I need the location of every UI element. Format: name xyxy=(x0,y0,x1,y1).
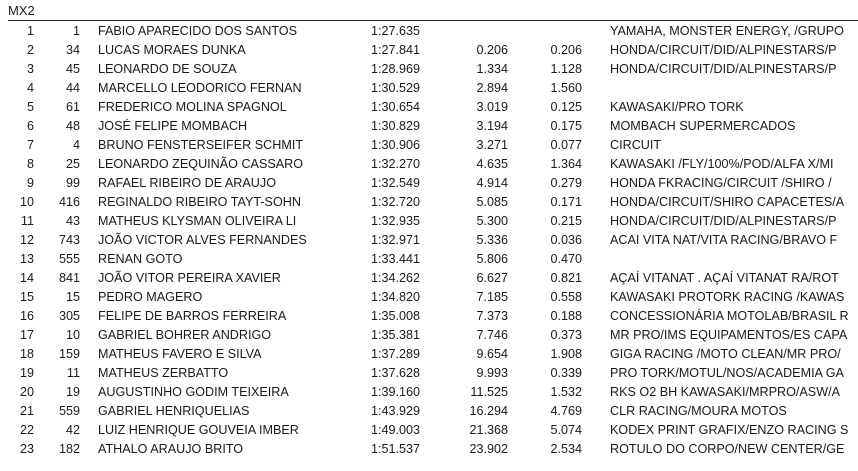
gap-cell: 5.336 xyxy=(476,233,508,247)
gap-cell: 4.635 xyxy=(476,157,508,171)
gap-cell: 6.627 xyxy=(476,271,508,285)
position-cell: 6 xyxy=(26,119,34,133)
table-row xyxy=(0,41,858,60)
position-cell: 22 xyxy=(19,423,34,437)
position-cell: 13 xyxy=(19,252,34,266)
gap-cell: 21.368 xyxy=(469,423,508,437)
gap-cell: 3.019 xyxy=(476,100,508,114)
rider-name-cell: FABIO APARECIDO DOS SANTOS xyxy=(98,24,297,38)
table-row xyxy=(0,288,858,307)
table-row xyxy=(0,155,858,174)
table-row xyxy=(0,117,858,136)
gap-cell: 5.300 xyxy=(476,214,508,228)
position-cell: 20 xyxy=(19,385,34,399)
number-cell: 34 xyxy=(65,43,80,57)
number-cell: 99 xyxy=(65,176,80,190)
position-cell: 16 xyxy=(19,309,34,323)
lap-time-cell: 1:35.381 xyxy=(371,328,421,342)
diff-cell: 0.339 xyxy=(550,366,582,380)
team-cell: HONDA/CIRCUIT/SHIRO CAPACETES/A xyxy=(610,195,845,209)
gap-cell: 16.294 xyxy=(469,404,508,418)
number-cell: 182 xyxy=(58,442,80,456)
rider-name-cell: RENAN GOTO xyxy=(98,252,183,266)
gap-cell: 23.902 xyxy=(469,442,508,456)
team-cell: HONDA/CIRCUIT/DID/ALPINESTARS/P xyxy=(610,43,837,57)
team-cell: HONDA/CIRCUIT/DID/ALPINESTARS/P xyxy=(610,214,837,228)
rider-name-cell: FELIPE DE BARROS FERREIRA xyxy=(98,309,287,323)
team-cell: KODEX PRINT GRAFIX/ENZO RACING S xyxy=(610,423,849,437)
lap-time-cell: 1:32.720 xyxy=(371,195,421,209)
team-cell: ACAI VITA NAT/VITA RACING/BRAVO F xyxy=(610,233,838,247)
lap-time-cell: 1:32.935 xyxy=(371,214,421,228)
diff-cell: 0.125 xyxy=(550,100,582,114)
diff-cell: 1.560 xyxy=(550,81,582,95)
rider-name-cell: PEDRO MAGERO xyxy=(98,290,203,304)
number-cell: 559 xyxy=(58,404,80,418)
position-cell: 2 xyxy=(26,43,34,57)
gap-cell: 7.373 xyxy=(476,309,508,323)
position-cell: 11 xyxy=(20,214,34,228)
team-cell: AÇAÍ VITANAT . AÇAÍ VITANAT RA/ROT xyxy=(610,271,839,285)
number-cell: 416 xyxy=(58,195,80,209)
gap-cell: 4.914 xyxy=(476,176,508,190)
lap-time-cell: 1:34.820 xyxy=(371,290,421,304)
position-cell: 7 xyxy=(26,138,34,152)
category-title: MX2 xyxy=(8,3,35,18)
rider-name-cell: BRUNO FENSTERSEIFER SCHMIT xyxy=(98,138,304,152)
rider-name-cell: MATHEUS KLYSMAN OLIVEIRA LI xyxy=(98,214,297,228)
team-cell: HONDA/CIRCUIT/DID/ALPINESTARS/P xyxy=(610,62,837,76)
table-row xyxy=(0,136,858,155)
number-cell: 743 xyxy=(58,233,80,247)
gap-cell: 9.993 xyxy=(476,366,508,380)
team-cell: KAWASAKI PROTORK RACING /KAWAS xyxy=(610,290,845,304)
team-cell: KAWASAKI/PRO TORK xyxy=(610,100,744,114)
position-cell: 3 xyxy=(26,62,34,76)
diff-cell: 0.171 xyxy=(550,195,582,209)
table-row xyxy=(0,345,858,364)
results-table xyxy=(0,22,858,459)
diff-cell: 1.128 xyxy=(550,62,582,76)
number-cell: 44 xyxy=(65,81,80,95)
diff-cell: 0.470 xyxy=(550,252,582,266)
position-cell: 23 xyxy=(19,442,34,456)
rider-name-cell: GABRIEL BOHRER ANDRIGO xyxy=(98,328,272,342)
diff-cell: 4.769 xyxy=(550,404,582,418)
diff-cell: 1.364 xyxy=(550,157,582,171)
diff-cell: 0.077 xyxy=(550,138,582,152)
diff-cell: 0.558 xyxy=(550,290,582,304)
rider-name-cell: JOÃO VITOR PEREIRA XAVIER xyxy=(98,271,281,285)
team-cell: HONDA FKRACING/CIRCUIT /SHIRO / xyxy=(610,176,832,190)
table-row xyxy=(0,421,858,440)
table-row xyxy=(0,326,858,345)
lap-time-cell: 1:37.289 xyxy=(371,347,421,361)
number-cell: 159 xyxy=(58,347,80,361)
gap-cell: 1.334 xyxy=(476,62,508,76)
gap-cell: 3.271 xyxy=(476,138,508,152)
table-row xyxy=(0,440,858,459)
gap-cell: 3.194 xyxy=(476,119,508,133)
diff-cell: 0.821 xyxy=(550,271,582,285)
position-cell: 8 xyxy=(26,157,34,171)
table-row xyxy=(0,250,858,269)
number-cell: 48 xyxy=(65,119,80,133)
table-row xyxy=(0,364,858,383)
lap-time-cell: 1:28.969 xyxy=(371,62,421,76)
lap-time-cell: 1:33.441 xyxy=(371,252,421,266)
lap-time-cell: 1:30.654 xyxy=(371,100,421,114)
position-cell: 17 xyxy=(19,328,34,342)
team-cell: GIGA RACING /MOTO CLEAN/MR PRO/ xyxy=(610,347,841,361)
rider-name-cell: JOSÉ FELIPE MOMBACH xyxy=(98,119,248,133)
number-cell: 42 xyxy=(65,423,80,437)
lap-time-cell: 1:30.529 xyxy=(371,81,421,95)
lap-time-cell: 1:51.537 xyxy=(371,442,421,456)
team-cell: KAWASAKI /FLY/100%/POD/ALFA X/MI xyxy=(610,157,834,171)
lap-time-cell: 1:32.549 xyxy=(371,176,421,190)
team-cell: CLR RACING/MOURA MOTOS xyxy=(610,404,787,418)
number-cell: 19 xyxy=(65,385,80,399)
table-row xyxy=(0,193,858,212)
table-row xyxy=(0,231,858,250)
lap-time-cell: 1:30.906 xyxy=(371,138,421,152)
diff-cell: 0.188 xyxy=(550,309,582,323)
team-cell: YAMAHA, MONSTER ENERGY, /GRUPO xyxy=(610,24,844,38)
position-cell: 12 xyxy=(19,233,34,247)
lap-time-cell: 1:34.262 xyxy=(371,271,421,285)
table-row xyxy=(0,79,858,98)
number-cell: 555 xyxy=(58,252,80,266)
position-cell: 15 xyxy=(19,290,34,304)
lap-time-cell: 1:27.635 xyxy=(371,24,421,38)
position-cell: 4 xyxy=(26,81,34,95)
diff-cell: 0.206 xyxy=(550,43,582,57)
gap-cell: 0.206 xyxy=(476,43,508,57)
position-cell: 9 xyxy=(26,176,34,190)
diff-cell: 0.373 xyxy=(550,328,582,342)
diff-cell: 5.074 xyxy=(550,423,582,437)
diff-cell: 0.036 xyxy=(550,233,582,247)
rider-name-cell: RAFAEL RIBEIRO DE ARAUJO xyxy=(98,176,276,190)
position-cell: 1 xyxy=(26,24,34,38)
gap-cell: 7.746 xyxy=(476,328,508,342)
gap-cell: 5.085 xyxy=(476,195,508,209)
table-row xyxy=(0,60,858,79)
number-cell: 11 xyxy=(66,366,80,380)
rider-name-cell: MATHEUS ZERBATTO xyxy=(98,366,229,380)
diff-cell: 0.215 xyxy=(550,214,582,228)
table-row xyxy=(0,212,858,231)
header-rule xyxy=(8,20,858,21)
rider-name-cell: LEONARDO ZEQUINÃO CASSARO xyxy=(98,157,304,171)
table-row xyxy=(0,307,858,326)
number-cell: 10 xyxy=(65,328,80,342)
position-cell: 18 xyxy=(19,347,34,361)
diff-cell: 1.532 xyxy=(550,385,582,399)
team-cell: RKS O2 BH KAWASAKI/MRPRO/ASW/A xyxy=(610,385,840,399)
number-cell: 61 xyxy=(65,100,80,114)
gap-cell: 7.185 xyxy=(476,290,508,304)
diff-cell: 0.279 xyxy=(550,176,582,190)
lap-time-cell: 1:32.270 xyxy=(371,157,421,171)
rider-name-cell: LEONARDO DE SOUZA xyxy=(98,62,237,76)
rider-name-cell: MARCELLO LEODORICO FERNAN xyxy=(98,81,302,95)
number-cell: 1 xyxy=(72,24,80,38)
number-cell: 45 xyxy=(65,62,80,76)
table-row xyxy=(0,98,858,117)
diff-cell: 2.534 xyxy=(550,442,582,456)
lap-time-cell: 1:43.929 xyxy=(371,404,421,418)
table-row xyxy=(0,402,858,421)
lap-time-cell: 1:30.829 xyxy=(371,119,421,133)
rider-name-cell: FREDERICO MOLINA SPAGNOL xyxy=(98,100,287,114)
table-row xyxy=(0,174,858,193)
number-cell: 841 xyxy=(58,271,80,285)
team-cell: MOMBACH SUPERMERCADOS xyxy=(610,119,796,133)
team-cell: CIRCUIT xyxy=(610,138,662,152)
gap-cell: 5.806 xyxy=(476,252,508,266)
lap-time-cell: 1:49.003 xyxy=(371,423,421,437)
rider-name-cell: LUIZ HENRIQUE GOUVEIA IMBER xyxy=(98,423,299,437)
diff-cell: 1.908 xyxy=(550,347,582,361)
rider-name-cell: ATHALO ARAUJO BRITO xyxy=(98,442,244,456)
position-cell: 14 xyxy=(19,271,34,285)
gap-cell: 9.654 xyxy=(476,347,508,361)
lap-time-cell: 1:39.160 xyxy=(371,385,421,399)
diff-cell: 0.175 xyxy=(550,119,582,133)
team-cell: MR PRO/IMS EQUIPAMENTOS/ES CAPA xyxy=(610,328,848,342)
lap-time-cell: 1:32.971 xyxy=(371,233,421,247)
number-cell: 305 xyxy=(58,309,80,323)
table-row xyxy=(0,383,858,402)
number-cell: 4 xyxy=(72,138,80,152)
gap-cell: 2.894 xyxy=(476,81,508,95)
position-cell: 19 xyxy=(19,366,34,380)
position-cell: 5 xyxy=(26,100,34,114)
rider-name-cell: LUCAS MORAES DUNKA xyxy=(98,43,246,57)
rider-name-cell: JOÃO VICTOR ALVES FERNANDES xyxy=(98,233,307,247)
lap-time-cell: 1:35.008 xyxy=(371,309,421,323)
lap-time-cell: 1:27.841 xyxy=(371,43,421,57)
lap-time-cell: 1:37.628 xyxy=(371,366,421,380)
position-cell: 10 xyxy=(19,195,34,209)
gap-cell: 11.525 xyxy=(470,385,508,399)
number-cell: 43 xyxy=(65,214,80,228)
number-cell: 15 xyxy=(65,290,80,304)
team-cell: ROTULO DO CORPO/NEW CENTER/GE xyxy=(610,442,845,456)
table-row xyxy=(0,269,858,288)
number-cell: 25 xyxy=(65,157,80,171)
rider-name-cell: MATHEUS FAVERO E SILVA xyxy=(98,347,262,361)
team-cell: CONCESSIONÁRIA MOTOLAB/BRASIL R xyxy=(610,309,849,323)
team-cell: PRO TORK/MOTUL/NOS/ACADEMIA GA xyxy=(610,366,844,380)
rider-name-cell: AUGUSTINHO GODIM TEIXEIRA xyxy=(98,385,289,399)
position-cell: 21 xyxy=(19,404,34,418)
table-row xyxy=(0,22,858,41)
rider-name-cell: GABRIEL HENRIQUELIAS xyxy=(98,404,250,418)
rider-name-cell: REGINALDO RIBEIRO TAYT-SOHN xyxy=(98,195,301,209)
